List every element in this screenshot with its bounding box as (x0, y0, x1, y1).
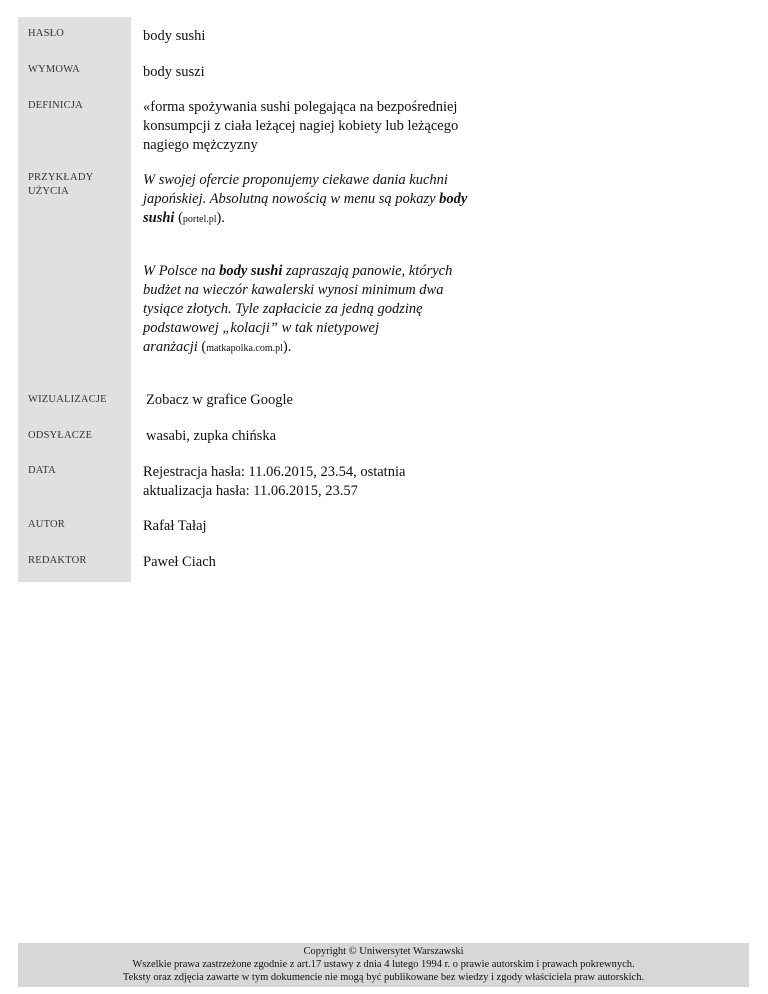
paren-close: ). (216, 210, 225, 226)
paren-close: ). (282, 339, 292, 355)
definicja-line: «forma spożywania sushi polegająca na bezpośredniej (143, 99, 458, 115)
example-line (143, 262, 503, 281)
example-text: japońskiej. Absolutną nowością w menu są pokazy (143, 191, 440, 207)
example-line: podstawowej „kolacji” w tak nietypowej (143, 320, 380, 336)
footer-line: Wszelkie prawa zastrzeżone zgodnie z art.17 ustawy z dnia 4 lutego 1994 r. o prawie autorskim i prawach pokrewnych. (132, 959, 635, 970)
example-line (143, 190, 503, 209)
example-1 (143, 171, 503, 229)
example-highlight: body (439, 191, 468, 207)
definicja-line: konsumpcji z ciała leżącej nagiej kobiety lub leżącego (143, 118, 459, 134)
definicja-line: nagiego mężczyzny (143, 137, 258, 153)
label-przyklady-line2: UŻYCIA (28, 186, 69, 197)
example-highlight: body sushi (219, 263, 283, 279)
example-text: aranżacji (143, 339, 198, 355)
paren-open: ( (174, 210, 183, 226)
label-autor: AUTOR (28, 519, 65, 530)
label-przyklady-line1: PRZYKŁADY (28, 172, 94, 183)
label-data: DATA (28, 465, 56, 476)
example-text: W Polsce na (143, 263, 220, 279)
footer-line: Teksty oraz zdjęcia zawarte w tym dokumencie nie mogą być publikowane bez wiedzy i zgody właściciela praw autorskich. (122, 972, 645, 983)
example-line: W swojej ofercie proponujemy ciekawe dania kuchni (143, 172, 448, 188)
label-odsylacze: ODSYŁACZE (28, 430, 93, 441)
value-wymowa: body suszi (143, 64, 205, 80)
label-wizualizacje: WIZUALIZACJE (28, 394, 107, 405)
data-line: Rejestracja hasła: 11.06.2015, 23.54, ostatnia (143, 464, 406, 480)
value-autor: Rafał Tałaj (143, 518, 207, 534)
label-haslo: HASŁO (28, 28, 65, 39)
example-highlight: sushi (143, 210, 175, 226)
value-definicja (143, 98, 503, 155)
example-line (143, 209, 503, 229)
example-text: zapraszają panowie, których (282, 263, 453, 279)
label-definicja: DEFINICJA (28, 100, 83, 111)
value-odsylacze[interactable]: wasabi, zupka chińska (146, 428, 277, 444)
value-data (143, 463, 503, 501)
example-line (143, 338, 503, 358)
label-redaktor: REDAKTOR (28, 555, 87, 566)
copyright-footer (18, 943, 749, 987)
example-line: budżet na wieczór kawalerski wynosi minimum dwa (143, 282, 444, 298)
label-przyklady (28, 171, 93, 199)
data-line: aktualizacja hasła: 11.06.2015, 23.57 (143, 483, 358, 499)
footer-line: Copyright © Uniwersytet Warszawski (303, 946, 464, 957)
value-redaktor: Paweł Ciach (143, 554, 216, 570)
example-2 (143, 262, 503, 358)
google-images-link[interactable]: Zobacz w grafice Google (146, 392, 293, 408)
example-source: matkapolka.com.pl (206, 343, 283, 354)
value-haslo: body sushi (143, 28, 206, 44)
label-wymowa: WYMOWA (28, 64, 80, 75)
example-source: portel.pl (182, 214, 217, 225)
paren-open: ( (197, 339, 207, 355)
example-line: tysiące złotych. Tyle zapłacicie za jedną godzinę (143, 301, 423, 317)
